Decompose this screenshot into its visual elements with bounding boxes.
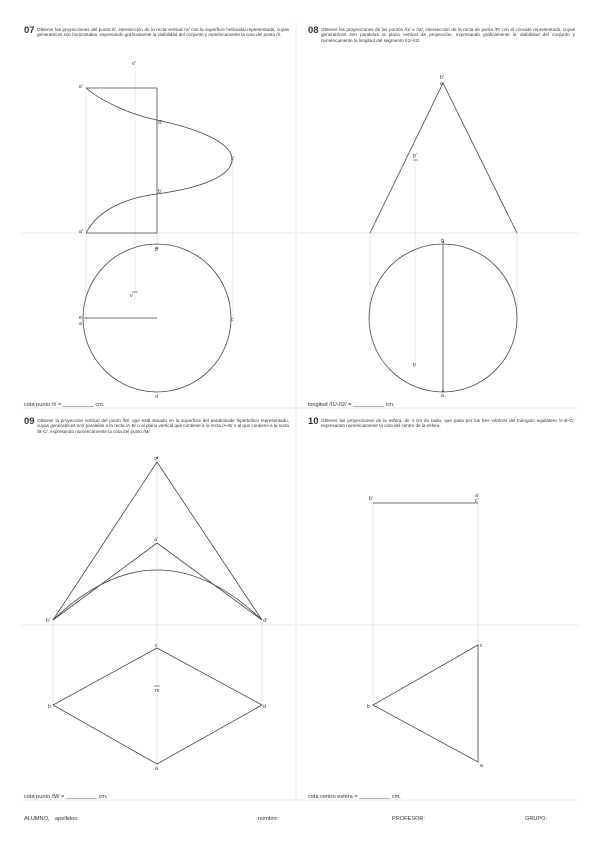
- label-b-prime-10: b': [369, 496, 373, 502]
- label-b-prime-08: b': [440, 75, 444, 81]
- label-a-prime-08: a': [440, 81, 444, 87]
- label-d-prime-09: d': [263, 618, 267, 624]
- label-a-prime-09: a': [154, 537, 158, 543]
- exercise-09-number: 09: [24, 416, 35, 427]
- exercise-09-statement: Obtener la proyección vertical del punto /M/, que está situado en la superficie del paraboloide hiperbólico representado, cuyas generatrices son paralelas a la recta /A-B/ o al plano vertical que contiene a la recta /A-B/ o al que contiene a la recta /B-C/, expresando numéricamente la cota del punto /M/.: [37, 418, 289, 434]
- label-c-prime-10: c': [475, 498, 479, 504]
- label-c: c: [231, 317, 234, 323]
- label-v: v: [130, 293, 133, 299]
- label-d: d: [155, 394, 158, 400]
- label-a-10: a: [480, 763, 483, 769]
- label-b-10: b: [367, 704, 370, 710]
- label-d-prime: d': [158, 120, 162, 126]
- label-a-prime: a': [79, 229, 83, 235]
- footer-grupo[interactable]: GRUPO:: [525, 816, 548, 822]
- label-c-10: c: [480, 643, 483, 649]
- label-a-prime-10: a': [475, 493, 479, 499]
- label-b-prime-09: b': [46, 618, 50, 624]
- label-e: e: [79, 315, 82, 321]
- label-c-prime-09: c': [154, 456, 158, 462]
- label-p: p: [413, 362, 416, 368]
- label-c-prime: c': [231, 156, 235, 162]
- label-e-prime: e': [79, 84, 83, 90]
- label-a: a: [79, 321, 82, 327]
- exercise-08-number: 08: [308, 25, 319, 36]
- label-p-prime: p': [413, 153, 417, 159]
- footer-nombre[interactable]: nombre:: [258, 816, 279, 822]
- footer-alumno: ALUMNO,: [24, 816, 50, 822]
- exercise-07-statement: Obtener las proyecciones del punto /I/, intersección de la recta vertical /V/ con la superficie helicoidal representada, cuyas generatrices son horizontales, expresando gráficamente la visibilidad del conjunto y numéricamente la cota del punto /I/.: [37, 27, 289, 38]
- exercise-10-statement: Obtener las proyecciones de la esfera, de 4 cm de radio, que pasa por los tres vértices del triángulo equilátero /A-B-C/, expresando numéricamente la cota del centro de la esfera.: [321, 418, 575, 429]
- label-b: b: [155, 247, 158, 253]
- label-m: m: [155, 688, 160, 694]
- label-b-09: b: [48, 704, 51, 710]
- answer-08[interactable]: longitud /I1/-/I2/ = __________ cm.: [308, 402, 395, 408]
- footer-apellidos[interactable]: apellidos:: [55, 816, 79, 822]
- answer-09[interactable]: cota punto /M/ = __________ cm.: [24, 794, 108, 800]
- exercise-10-number: 10: [308, 416, 319, 427]
- exercise-08-statement: Obtener las proyecciones de los puntos /I1/ e /I2/, intersección de la recta de punta /P/ con el conoide representado, cuyas generatrices son paralelas al plano vertical de proyección, expresando gráficamente la visibilidad del conjunto y numéricamente la longitud del segmento /I1/-/I2/.: [321, 27, 575, 43]
- footer-profesor[interactable]: PROFESOR:: [392, 816, 425, 822]
- label-d-09: d: [263, 704, 266, 710]
- label-c-09: c: [155, 643, 158, 649]
- label-b-08: b: [441, 238, 444, 244]
- label-a-08: a: [441, 393, 444, 399]
- label-a-09: a: [155, 766, 158, 772]
- answer-07[interactable]: cota punto /I/ = __________ cm.: [24, 402, 105, 408]
- label-v-prime: v': [132, 61, 136, 67]
- answer-10[interactable]: cota centro esfera = __________ cm.: [308, 794, 401, 800]
- exercise-07-number: 07: [24, 25, 35, 36]
- label-b-prime: b': [158, 189, 162, 195]
